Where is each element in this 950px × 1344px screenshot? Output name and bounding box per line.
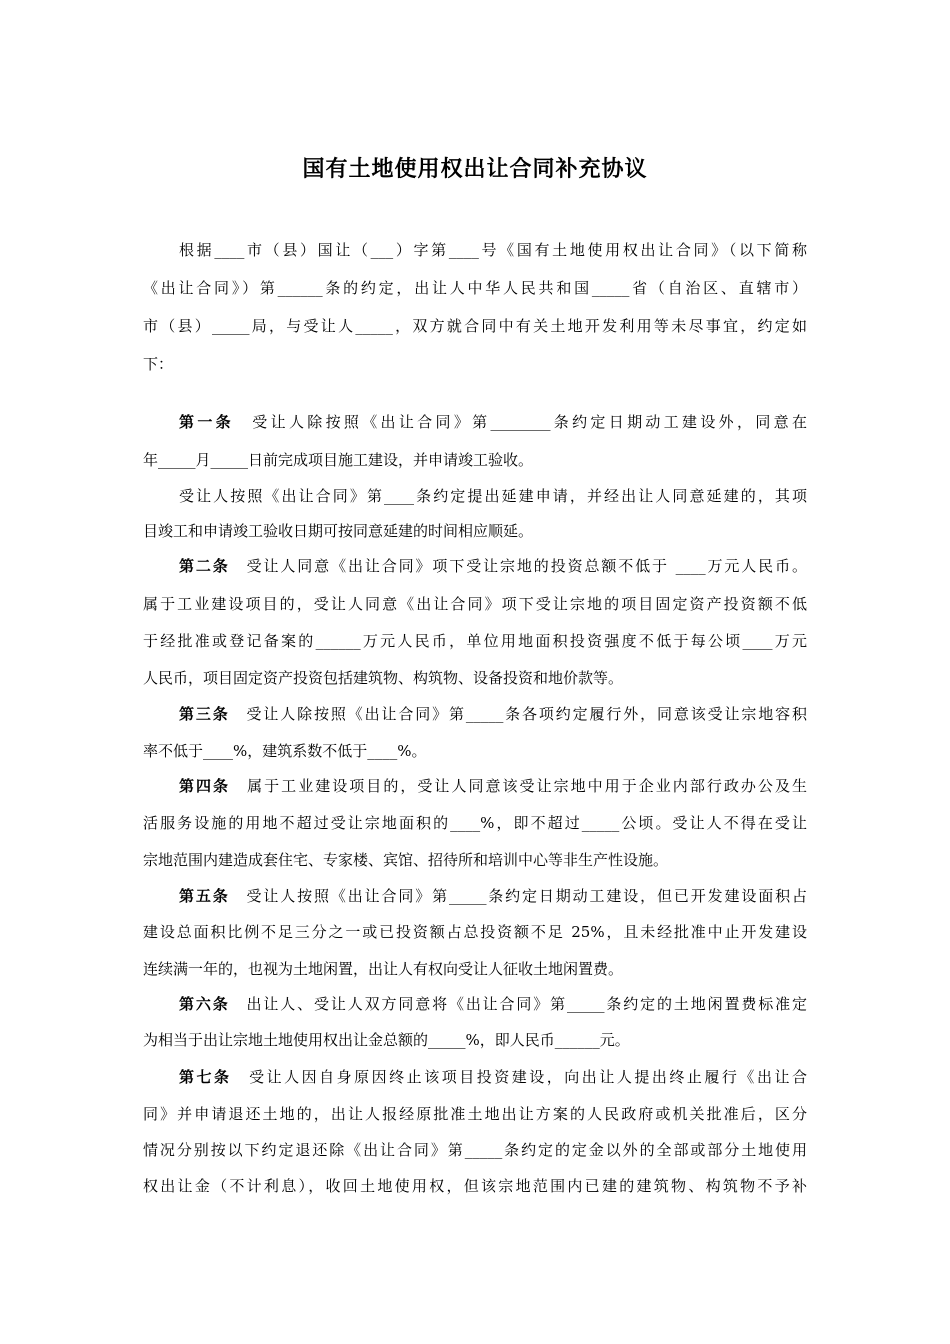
preamble-line-3: 市（县）_____局，与受让人_____，双方就合同中有关土地开发利用等未尽事宜，约定如 <box>143 317 807 335</box>
article-6-line-2: 为相当于出让宗地土地使用权出让金总额的_____%，即人民币______元。 <box>143 1031 630 1049</box>
article-1-line-2: 年_____月_____日前完成项目施工建设，并申请竣工验收。 <box>143 451 534 469</box>
article-4-line-3: 宗地范围内建造成套住宅、专家楼、宾馆、招待所和培训中心等非生产性设施。 <box>143 851 669 869</box>
article-2-text: 受让人同意《出让合同》项下受让宗地的投资总额不低于 ____万元人民币。 <box>246 557 807 575</box>
article-7-heading: 第七条 <box>179 1068 232 1086</box>
preamble-line-2: 《出让合同》）第______条的约定，出让人中华人民共和国_____省（自治区、直辖市） <box>143 279 807 297</box>
article-6-heading: 第六条 <box>179 995 230 1013</box>
article-2-line-1 <box>179 556 807 576</box>
article-3-line-1 <box>179 704 807 724</box>
article-2-heading: 第二条 <box>179 557 230 575</box>
article-1-para-2-line-2: 目竣工和申请竣工验收日期可按同意延建的时间相应顺延。 <box>143 522 534 540</box>
article-5-line-1 <box>179 886 807 906</box>
article-4-line-1 <box>179 776 807 796</box>
article-1-line-1 <box>179 412 807 432</box>
article-1-text: 受让人除按照《出让合同》第________条约定日期动工建设外，同意在 <box>252 413 807 431</box>
article-5-heading: 第五条 <box>179 887 230 905</box>
preamble-line-1: 根据____市（县）国让（___）字第____号《国有土地使用权出让合同》（以下简称 <box>179 241 807 259</box>
article-1-heading: 第一条 <box>179 413 234 431</box>
article-7-line-1 <box>179 1067 807 1087</box>
article-3-heading: 第三条 <box>179 705 230 723</box>
article-4-text: 属于工业建设项目的，受让人同意该受让宗地中用于企业内部行政办公及生 <box>247 777 807 795</box>
article-1-para-2-line-1: 受让人按照《出让合同》第____条约定提出延建申请，并经出让人同意延建的，其项 <box>179 487 807 505</box>
article-7-line-3: 情况分别按以下约定退还除《出让合同》第_____条约定的定金以外的全部或部分土地使用 <box>143 1141 807 1159</box>
article-2-line-2: 属于工业建设项目的，受让人同意《出让合同》项下受让宗地的项目固定资产投资额不低 <box>143 595 807 613</box>
article-7-line-4: 权出让金（不计利息），收回土地使用权，但该宗地范围内已建的建筑物、构筑物不予补 <box>143 1177 807 1195</box>
document-title: 国有土地使用权出让合同补充协议 <box>302 156 648 182</box>
article-4-heading: 第四条 <box>179 777 231 795</box>
preamble-line-4: 下： <box>143 355 174 373</box>
article-5-text: 受让人按照《出让合同》第_____条约定日期动工建设，但已开发建设面积占 <box>246 887 807 905</box>
article-2-line-3: 于经批准或登记备案的______万元人民币，单位用地面积投资强度不低于每公顷____万元 <box>143 632 807 650</box>
article-5-line-2: 建设总面积比例不足三分之一或已投资额占总投资额不足 25%，且未经批准中止开发建设 <box>143 923 807 941</box>
article-3-text: 受让人除按照《出让合同》第_____条各项约定履行外，同意该受让宗地容积 <box>246 705 807 723</box>
article-2-line-4: 人民币，项目固定资产投资包括建筑物、构筑物、设备投资和地价款等。 <box>143 669 624 687</box>
article-6-text: 出让人、受让人双方同意将《出让合同》第_____条约定的土地闲置费标准定 <box>246 995 807 1013</box>
article-7-line-2: 同》并申请退还土地的，出让人报经原批准土地出让方案的人民政府或机关批准后，区分 <box>143 1105 807 1123</box>
article-7-text: 受让人因自身原因终止该项目投资建设，向出让人提出终止履行《出让合 <box>249 1068 807 1086</box>
article-4-line-2: 活服务设施的用地不超过受让宗地面积的____%，即不超过_____公顷。受让人不得在受让 <box>143 814 807 832</box>
article-6-line-1 <box>179 994 807 1014</box>
article-3-line-2: 率不低于____%，建筑系数不低于____%。 <box>143 742 427 760</box>
article-5-line-3: 连续满一年的，也视为土地闲置，出让人有权向受让人征收土地闲置费。 <box>143 960 624 978</box>
